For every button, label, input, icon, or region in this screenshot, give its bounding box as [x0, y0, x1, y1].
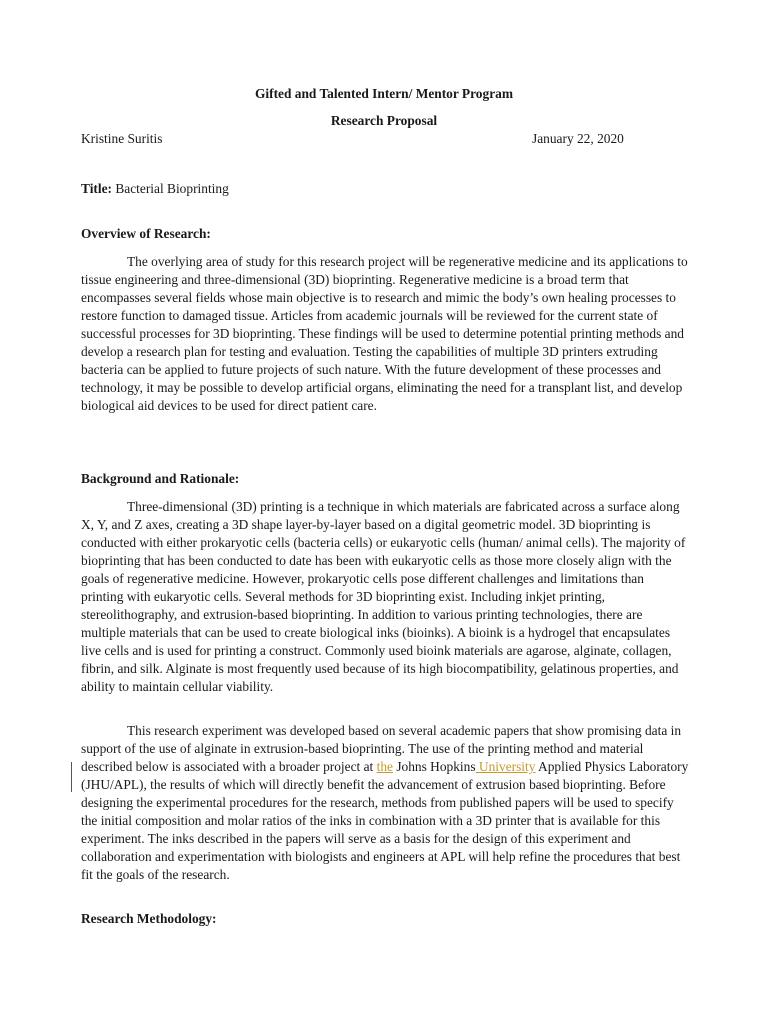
- program-title: Gifted and Talented Intern/ Mentor Program: [254, 86, 513, 101]
- tracked-change-the[interactable]: the: [376, 759, 393, 774]
- para2-text-3: Applied Physics Laboratory (JHU/APL), the results of which will directly benefit the advancement of extrusion based bioprinting. Before designing the experimental procedures for the research, methods from published papers will be used to specify the initial composition and molar ratios of the inks in combination with a 3D printer that is available for this experiment. The inks described in the papers will serve as a basis for the design of this experiment and collaboration and experimentation with biologists and engineers at APL will help refine the procedures that best fit the goals of the research.: [81, 759, 689, 882]
- para2-text-1: This research experiment was developed based on several academic papers that show promising data in support of the use of alginate in extrusion-based bioprinting. The use of the printing method and material described below is associated with a broader project at: [81, 723, 682, 774]
- overview-heading: Overview of Research:: [81, 226, 211, 241]
- background-heading: Background and Rationale:: [81, 471, 240, 486]
- tracked-change-university[interactable]: University: [475, 759, 536, 774]
- proposal-title: [81, 180, 229, 198]
- tracked-change-bar: [71, 762, 72, 792]
- author-name: Kristine Suritis: [81, 131, 163, 146]
- methodology-heading: Research Methodology:: [81, 911, 217, 926]
- background-paragraph-1: Three-dimensional (3D) printing is a technique in which materials are fabricated across a surface along X, Y, and Z axes, creating a 3D shape layer-by-layer based on a digital geometric model. 3D bioprinting is conducted with either prokaryotic cells (bacteria cells) or eukaryotic cells (human/ animal cells). The majority of bioprinting that has been conducted to date has been with eukaryotic cells as those more closely align with the goals of regenerative medicine. However, prokaryotic cells pose different challenges and limitations than printing with eukaryotic cells. Several methods for 3D bioprinting exist. Including inkjet printing, stereolithography, and extrusion-based bioprinting. In addition to various printing technologies, there are multiple materials that can be used to create biological inks (bioinks). A bioink is a hydrogel that encapsulates live cells and is used for printing a construct. Commonly used bioink materials are agarose, alginate, collagen, fibrin, and silk. Alginate is most frequently used because of its high biocompatibility, gelatinous properties, and ability to maintain cellular viability.: [81, 499, 686, 694]
- overview-paragraph: The overlying area of study for this research project will be regenerative medicine and its applications to tissue engineering and three-dimensional (3D) bioprinting. Regenerative medicine is a broad term that encompasses several fields whose main objective is to research and mimic the body’s own healing processes to restore function to damaged tissue. Articles from academic journals will be reviewed for the current state of successful processes for 3D bioprinting. These findings will be used to determine potential printing methods and develop a research plan for testing and evaluation. Testing the capabilities of multiple 3D printers extruding bacteria can be applied to future projects of such nature. With the future development of these processes and technology, it may be possible to develop artificial organs, eliminating the need for a transplant list, and develop biological aid devices to be used for direct patient care.: [81, 254, 688, 413]
- para2-text-2: Johns Hopkins: [392, 759, 476, 774]
- title-value: Bacterial Bioprinting: [115, 181, 229, 196]
- document-date: January 22, 2020: [532, 131, 624, 146]
- background-paragraph-2: [81, 722, 689, 884]
- title-label: Title:: [81, 181, 112, 196]
- document-type-title: Research Proposal: [330, 113, 438, 128]
